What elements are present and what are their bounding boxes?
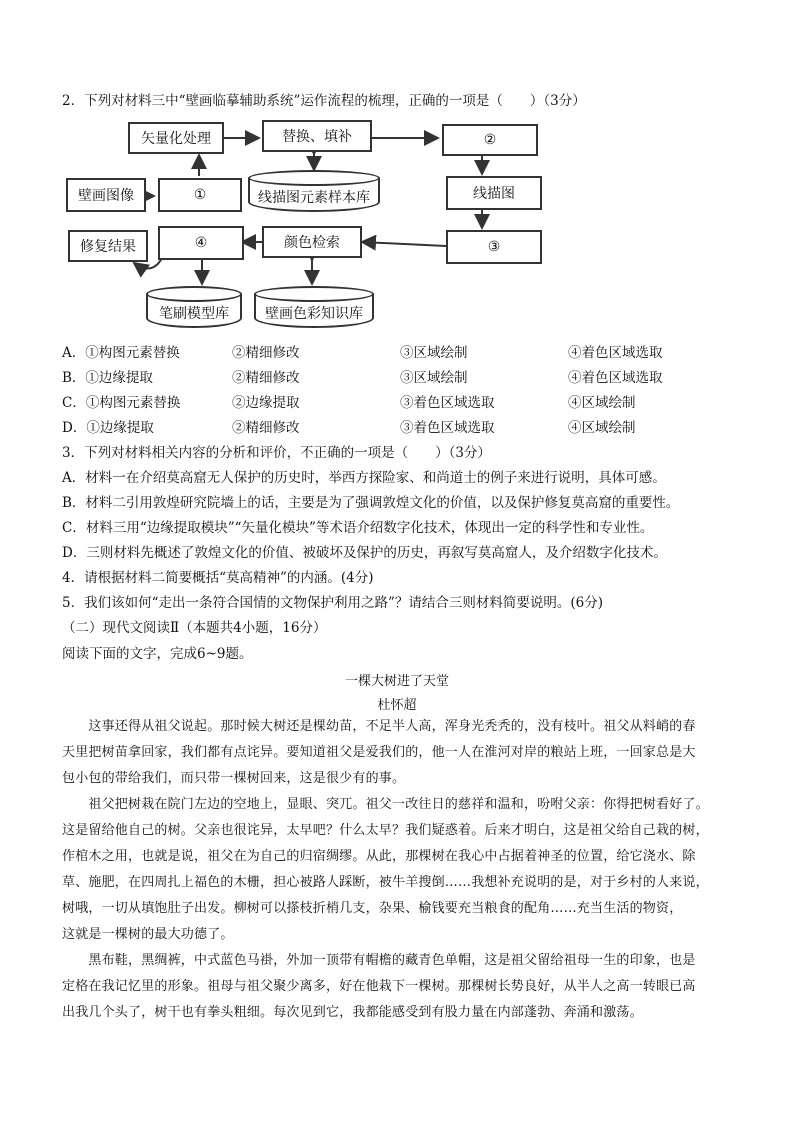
q2-option-d-1: D．①边缘提取	[62, 420, 154, 436]
q2-option-a-3: ③区域绘制	[400, 345, 468, 361]
color-library-cylinder	[254, 286, 374, 328]
brush-library-cylinder	[146, 286, 242, 328]
q3-option-d: D．三则材料先概述了敦煌文化的价值、被破坏及保护的历史，再叙写莫高窟人，及介绍数字化技术。	[62, 545, 667, 561]
q2-option-a-2: ②精细修改	[232, 345, 300, 361]
passage-line: 这就是一棵树的最大功德了。	[62, 927, 234, 942]
passage-title: 一棵大树进了天堂	[344, 674, 449, 689]
passage-line: 出我几个头了，树干也有拳头粗细。每次见到它，我都能感受到有股力量在内部蓬勃、奔涌和激荡。	[62, 1005, 643, 1020]
q3-option-a: A．材料一在介绍莫高窟无人保护的历史时，举西方探险家、和尚道士的例子来进行说明，具体可感。	[62, 470, 666, 486]
q3-option-c: C．材料三用“边缘提取模块”“矢量化模块”等术语介绍数字化技术，体现出一定的科学性和专业性。	[62, 520, 654, 536]
step1-box: ①	[158, 178, 242, 212]
q2-option-d-4: ④区域绘制	[568, 420, 636, 436]
line-drawing-box: 线描图	[446, 176, 542, 210]
section2-heading: （二）现代文阅读Ⅱ（本题共4小题，16分）	[62, 620, 327, 636]
q3-stem: 3．下列对材料相关内容的分析和评价，不正确的一项是（ ）（3分）	[62, 445, 491, 461]
q2-option-c-1: C．①构图元素替换	[62, 395, 181, 411]
q2-option-a-1: A．①构图元素替换	[62, 345, 180, 361]
passage-author: 杜怀超	[377, 698, 417, 713]
brush-library-label: 笔刷模型库	[146, 294, 242, 328]
q2-stem: 2．下列对材料三中“壁画临摹辅助系统”运作流程的梳理，正确的一项是（ ）（3分）	[62, 93, 586, 109]
q2-option-b-1: B．①边缘提取	[62, 370, 153, 386]
color-search-box: 颜色检索	[262, 226, 362, 258]
passage-line: 这事还得从祖父说起。那时候大树还是棵幼苗，不足半人高，浑身光秃秃的，没有枝叶。祖父从料峭的春	[62, 719, 696, 734]
passage-line: 天里把树苗拿回家，我们都有点诧异。要知道祖父是爱我们的，他一人在淮河对岸的粮站上班，一回家总是大	[62, 745, 696, 760]
step2-box: ②	[442, 124, 538, 156]
passage-line: 这是留给他自己的树。父亲也很诧异，太早吧？什么太早？我们疑惑着。后来才明白，这是祖父给自己栽的树，	[62, 823, 709, 838]
vectorize-box: 矢量化处理	[128, 122, 224, 154]
passage-line: 黑布鞋，黑绸裤，中式蓝色马褂，外加一顶带有帽檐的藏青色单帽，这是祖父留给祖母一生的印象，也是	[62, 953, 696, 968]
q2-option-c-2: ②边缘提取	[232, 395, 300, 411]
passage-line: 定格在我记忆里的形象。祖母与祖父聚少离多，好在他栽下一棵树。那棵树长势良好，从半人之高一转眼已高	[62, 979, 696, 994]
passage-line: 作棺木之用，也就是说，祖父在为自己的归宿绸缪。从此，那棵树在我心中占据着神圣的位置，给它浇水、除	[62, 849, 696, 864]
step3-box: ③	[446, 230, 542, 264]
replace-fill-box: 替换、填补	[262, 120, 372, 152]
repair-result-box: 修复结果	[68, 230, 148, 262]
q5-stem: 5．我们该如何“走出一条符合国情的文物保护利用之路”？请结合三则材料简要说明。(6分)	[62, 595, 604, 611]
q3-option-b: B．材料二引用敦煌研究院墙上的话，主要是为了强调敦煌文化的价值，以及保护修复莫高窟的重要性。	[62, 495, 680, 511]
q2-option-b-4: ④着色区域选取	[568, 370, 663, 386]
passage-line: 树哦，一切从填饱肚子出发。柳树可以搽枝折梢几支，杂果、榆钱要充当粮食的配角……充当生活的物资，	[62, 901, 683, 916]
q2-option-b-3: ③区域绘制	[400, 370, 468, 386]
passage-line: 祖父把树栽在院门左边的空地上，显眼、突兀。祖父一改往日的慈祥和温和，吩咐父亲：你得把树看好了。	[62, 797, 709, 812]
q2-option-d-3: ③着色区域选取	[400, 420, 495, 436]
line-library-cylinder	[248, 170, 380, 212]
section2-instruction: 阅读下面的文字，完成6~9题。	[62, 646, 253, 662]
q2-option-c-3: ③着色区域选取	[400, 395, 495, 411]
mural-image-box: 壁画图像	[66, 178, 146, 212]
q2-option-b-2: ②精细修改	[232, 370, 300, 386]
q2-option-a-4: ④着色区域选取	[568, 345, 663, 361]
passage-line: 草、施肥，在四周扎上福色的木栅，担心被路人踩断，被牛羊搜倒……我想补充说明的是，对于乡村的人来说，	[62, 875, 709, 890]
step4-box: ④	[158, 226, 244, 260]
q4-stem: 4．请根据材料二简要概括“莫高精神”的内涵。(4分)	[62, 570, 374, 586]
color-library-label: 壁画色彩知识库	[254, 294, 374, 328]
flowchart	[62, 118, 552, 338]
q2-option-d-2: ②精细修改	[232, 420, 300, 436]
line-library-label: 线描图元素样本库	[248, 178, 380, 212]
passage-line: 包小包的带给我们，而只带一棵树回来，这是很少有的事。	[62, 771, 406, 786]
q2-option-c-4: ④区域绘制	[568, 395, 636, 411]
